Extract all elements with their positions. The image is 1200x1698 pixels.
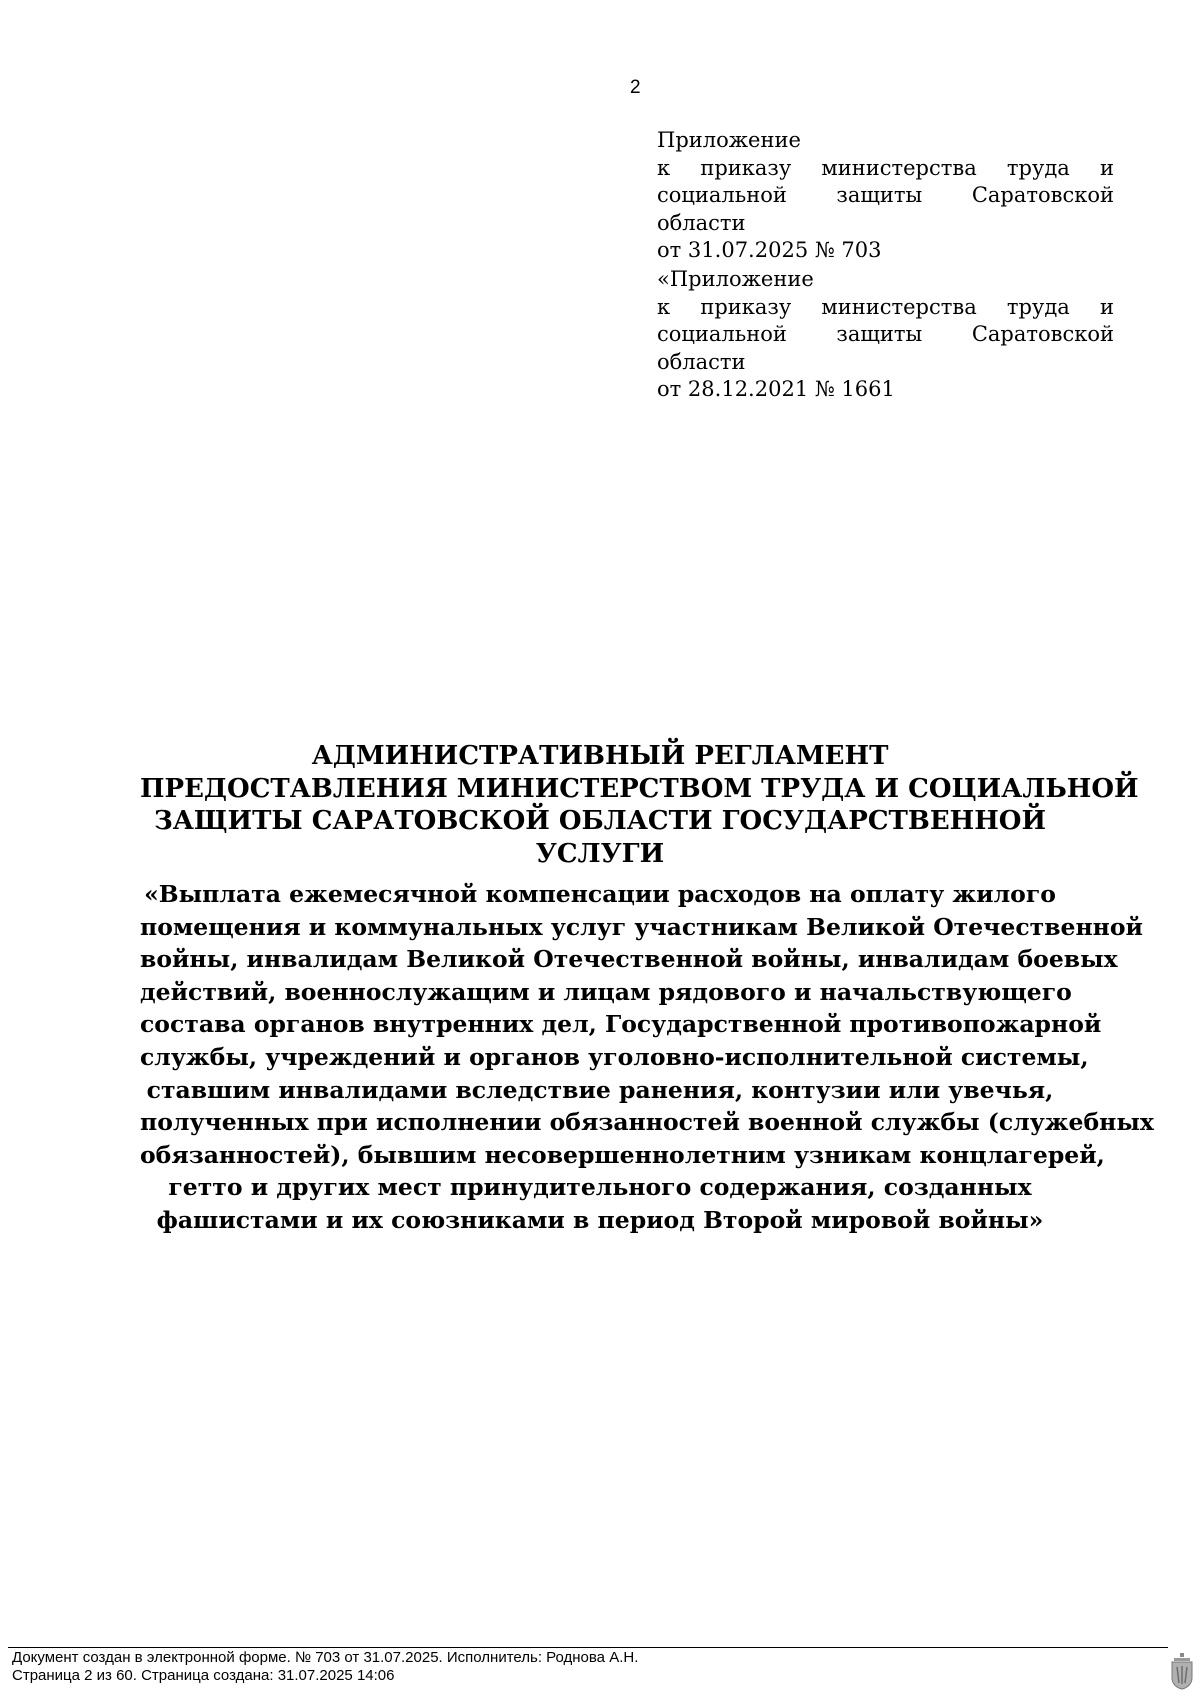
footer-document-info: Документ создан в электронной форме. № 703 от 31.07.2025. Исполнитель: Роднова А.Н.	[12, 1649, 639, 1666]
coat-of-arms-icon	[1170, 1652, 1194, 1690]
appendix-original-order	[657, 266, 1114, 404]
appendix-current-date: от 31.07.2025 № 703	[657, 238, 882, 262]
service-name-line: помещения и коммунальных услуг участникам Великой Отечественной	[140, 912, 1143, 941]
service-name-line: ставшим инвалидами вследствие ранения, контузии или увечья,	[146, 1075, 1054, 1104]
service-name-line: полученных при исполнении обязанностей военной службы (служебных	[140, 1108, 1154, 1137]
footer-divider	[8, 1647, 1168, 1648]
electronic-document-footer	[12, 1649, 638, 1685]
title-line: АДМИНИСТРАТИВНЫЙ РЕГЛАМЕНТ	[311, 741, 889, 771]
service-name-line: «Выплата ежемесячной компенсации расходов на оплату жилого	[144, 880, 1056, 908]
page-number: 2	[630, 77, 641, 98]
appendix-current-line-3: социальной защиты Саратовской области	[657, 183, 1114, 235]
footer-page-info: Страница 2 из 60. Страница создана: 31.07.2025 14:06	[12, 1667, 395, 1684]
title-line: ЗАЩИТЫ САРАТОВСКОЙ ОБЛАСТИ ГОСУДАРСТВЕННОЙ	[153, 806, 1047, 836]
service-name-line: фашистами и их союзниками в период Второй мировой войны»	[156, 1205, 1044, 1234]
title-line: УСЛУГИ	[535, 838, 665, 869]
document-title	[140, 740, 1139, 870]
appendix-original-line-3: социальной защиты Саратовской области	[657, 322, 1114, 374]
appendix-current-order	[657, 127, 1114, 265]
service-name-line: действий, военнослужащим и лицам рядового и начальствующего	[140, 977, 1072, 1006]
service-name	[140, 878, 1154, 1237]
service-name-line: службы, учреждений и органов уголовно-исполнительной системы,	[140, 1042, 1089, 1071]
service-name-line: войны, инвалидам Великой Отечественной войны, инвалидам боевых	[140, 945, 1118, 974]
service-name-line: состава органов внутренних дел, Государственной противопожарной	[140, 1010, 1102, 1039]
service-name-line: обязанностей), бывшим несовершеннолетним узникам концлагерей,	[140, 1140, 1105, 1169]
service-name-line: гетто и других мест принудительного содержания, созданных	[168, 1173, 1032, 1202]
appendix-original-line-2: к приказу министерства труда и	[657, 294, 1114, 319]
title-line: ПРЕДОСТАВЛЕНИЯ МИНИСТЕРСТВОМ ТРУДА И СОЦИАЛЬНОЙ	[140, 773, 1139, 804]
appendix-current-heading: Приложение	[657, 128, 801, 152]
appendix-current-line-2: к приказу министерства труда и	[657, 155, 1114, 180]
appendix-original-heading: «Приложение	[657, 267, 814, 291]
appendix-original-date: от 28.12.2021 № 1661	[657, 377, 895, 401]
